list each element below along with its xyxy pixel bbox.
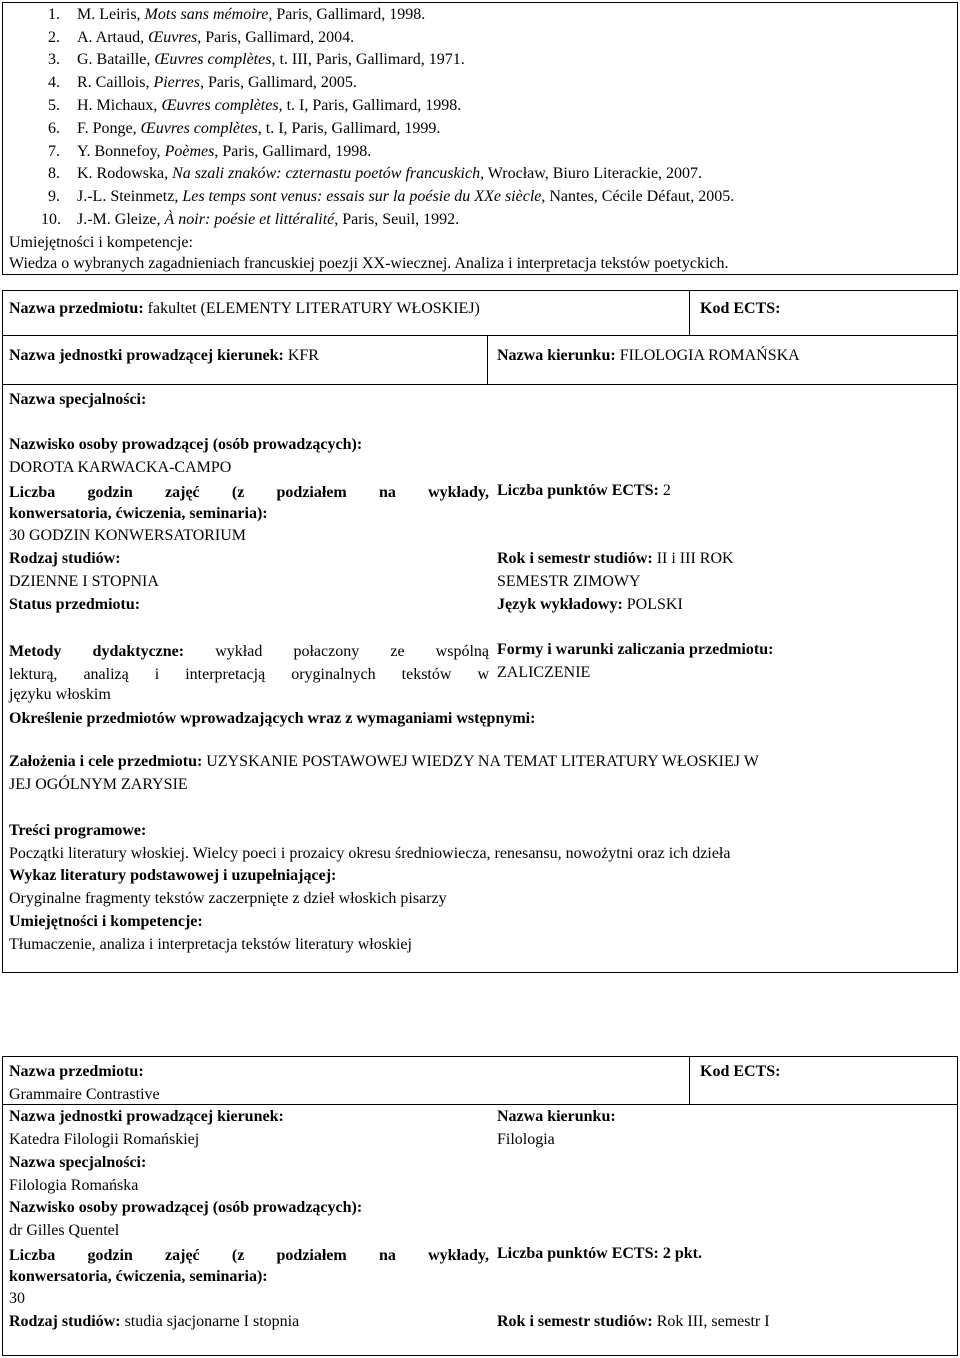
- c1-specialty-label: Nazwa specjalności:: [9, 391, 147, 408]
- bibliography-publication: , t. III, Paris, Gallimard, 1971.: [271, 51, 465, 68]
- c2-unit-value: Katedra Filologii Romańskiej: [9, 1131, 200, 1148]
- c1-semester: SEMESTR ZIMOWY: [497, 573, 641, 590]
- bibliography-entry: [77, 164, 702, 183]
- top-box-top-border: [2, 2, 958, 3]
- c2-left-border: [2, 1056, 3, 1356]
- bibliography-author: K. Rodowska,: [77, 165, 173, 182]
- c1-unit: Nazwa jednostki prowadzącej kierunek: KFR: [9, 347, 319, 364]
- bibliography-publication: , Paris, Seuil, 1992.: [334, 211, 460, 228]
- c1-hours-label-2: konwersatoria, ćwiczenia, seminaria):: [9, 505, 268, 522]
- c1-study-type-label: Rodzaj studiów:: [9, 550, 121, 567]
- bibliography-title: Mots sans mémoire: [144, 6, 269, 23]
- bibliography-title: Œuvres complètes: [140, 120, 258, 137]
- bibliography-entry: [77, 119, 440, 138]
- c1-row2-divider: [2, 384, 958, 385]
- c1-top-border: [2, 290, 958, 291]
- bibliography-number: 2.: [48, 29, 60, 46]
- bibliography-title: Œuvres complètes: [161, 97, 279, 114]
- c1-goals-line-1: Założenia i cele przedmiotu: UZYSKANIE POSTAWOWEJ WIEDZY NA TEMAT LITERATURY WŁOSKIEJ W: [9, 753, 759, 770]
- bibliography-title: Les temps sont venus: essais sur la poésie du XXe siècle: [182, 188, 542, 205]
- bibliography-title: Pierres: [153, 74, 200, 91]
- c2-bottom-border: [2, 1355, 958, 1356]
- c2-field-value: Filologia: [497, 1131, 555, 1148]
- c1-prereq-label: Określenie przedmiotów wprowadzających wraz z wymaganiami wstępnymi:: [9, 710, 536, 727]
- bibliography-entry: [77, 210, 459, 229]
- c1-literature-value: Oryginalne fragmenty tekstów zaczerpnięte z dzieł włoskich pisarzy: [9, 890, 447, 907]
- bibliography-publication: , Nantes, Cécile Défaut, 2005.: [541, 188, 735, 205]
- bibliography-title: Œuvres complètes: [154, 51, 272, 68]
- bibliography-publication: , Wrocław, Biuro Literackie, 2007.: [480, 165, 703, 182]
- c2-hours-label-1: Liczba godzin zajęć (z podziałem na wykłady,: [9, 1247, 489, 1264]
- c1-ects-divider: [689, 290, 690, 336]
- bibliography-author: R. Caillois,: [77, 74, 154, 91]
- bibliography-author: G. Bataille,: [77, 51, 155, 68]
- bibliography-title: Na szali znaków: czternastu poetów francuskich: [172, 165, 481, 182]
- bibliography-publication: , Paris, Gallimard, 2004.: [197, 29, 355, 46]
- c1-course-name: Nazwa przedmiotu: fakultet (ELEMENTY LITERATURY WŁOSKIEJ): [9, 300, 480, 317]
- bibliography-author: F. Ponge,: [77, 120, 141, 137]
- c2-field-label: Nazwa kierunku:: [497, 1108, 616, 1125]
- c1-field: Nazwa kierunku: FILOLOGIA ROMAŃSKA: [497, 347, 800, 364]
- c1-left-border: [2, 290, 3, 973]
- top-box-left-border: [2, 2, 3, 275]
- c2-specialty-label: Nazwa specjalności:: [9, 1154, 147, 1171]
- c2-year: Rok i semestr studiów: Rok III, semestr I: [497, 1313, 770, 1330]
- bibliography-publication: , Paris, Gallimard, 2005.: [199, 74, 357, 91]
- c1-status-label: Status przedmiotu:: [9, 596, 141, 613]
- c1-language: Język wykładowy: POLSKI: [497, 596, 683, 613]
- c1-methods-line-1: Metody dydaktyczne: wykład połaczony ze wspólną: [9, 643, 489, 660]
- c2-unit-label: Nazwa jednostki prowadzącej kierunek:: [9, 1108, 284, 1125]
- bibliography-publication: , Paris, Gallimard, 1998.: [214, 143, 372, 160]
- bibliography-author: Y. Bonnefoy,: [77, 143, 165, 160]
- c2-study-type: Rodzaj studiów: studia sjacjonarne I stopnia: [9, 1313, 300, 1330]
- bibliography-entry: [77, 142, 371, 161]
- bibliography-number: 10.: [41, 211, 61, 228]
- bibliography-entry: [77, 187, 734, 206]
- bibliography-number: 1.: [48, 6, 60, 23]
- bibliography-entry: [77, 28, 354, 47]
- bibliography-entry: [77, 96, 461, 115]
- c2-top-border: [2, 1056, 958, 1057]
- c1-hours-label-1: Liczba godzin zajęć (z podziałem na wykłady,: [9, 484, 489, 501]
- c1-row1-divider: [2, 335, 958, 336]
- bibliography-publication: , t. I, Paris, Gallimard, 1998.: [278, 97, 462, 114]
- bibliography-author: H. Michaux,: [77, 97, 162, 114]
- c1-skills-value: Tłumaczenie, analiza i interpretacja tekstów literatury włoskiej: [9, 936, 412, 953]
- bibliography-entry: [77, 73, 357, 92]
- c1-skills-label: Umiejętności i kompetencje:: [9, 913, 203, 930]
- c1-ects-code-label: Kod ECTS:: [700, 300, 781, 317]
- bibliography-author: A. Artaud,: [77, 29, 149, 46]
- c2-right-border: [957, 1056, 958, 1356]
- bibliography-number: 8.: [48, 165, 60, 182]
- top-skills-text: Wiedza o wybranych zagadnieniach francuskiej poezji XX-wiecznej. Analiza i interpretacja tekstów poetyckich.: [9, 255, 729, 272]
- bibliography-number: 7.: [48, 143, 60, 160]
- c1-bottom-border: [2, 972, 958, 973]
- bibliography-title: Poèmes: [164, 143, 215, 160]
- c1-right-border: [957, 290, 958, 973]
- c2-course-name-label: Nazwa przedmiotu:: [9, 1063, 144, 1080]
- bibliography-entry: [77, 50, 465, 69]
- bibliography-entry: [77, 5, 425, 24]
- c2-ects-divider: [689, 1056, 690, 1105]
- bibliography-title: Œuvres: [148, 29, 198, 46]
- c2-ects-points: Liczba punktów ECTS: 2 pkt.: [497, 1245, 702, 1262]
- c1-goals-line-2: JEJ OGÓLNYM ZARYSIE: [9, 776, 188, 793]
- c1-literature-label: Wykaz literatury podstawowej i uzupełniającej:: [9, 867, 337, 884]
- c1-content-label: Treści programowe:: [9, 822, 147, 839]
- c1-field-divider: [487, 335, 488, 385]
- top-box-right-border: [957, 2, 958, 275]
- bibliography-number: 3.: [48, 51, 60, 68]
- c1-ects-points: Liczba punktów ECTS: 2: [497, 482, 671, 499]
- c1-forms-label: Formy i warunki zaliczania przedmiotu:: [497, 641, 774, 658]
- bibliography-title: À noir: poésie et littéralité: [164, 211, 335, 228]
- c1-forms-value: ZALICZENIE: [497, 664, 591, 681]
- c1-study-type-value: DZIENNE I STOPNIA: [9, 573, 159, 590]
- c2-specialty-value: Filologia Romańska: [9, 1177, 139, 1194]
- c2-ects-code-label: Kod ECTS:: [700, 1063, 781, 1080]
- c2-hours-label-2: konwersatoria, ćwiczenia, seminaria):: [9, 1268, 268, 1285]
- c2-teacher-label: Nazwisko osoby prowadzącej (osób prowadzących):: [9, 1199, 363, 1216]
- bibliography-publication: , t. I, Paris, Gallimard, 1999.: [257, 120, 441, 137]
- c2-course-name-value: Grammaire Contrastive: [9, 1086, 160, 1103]
- c1-content-value: Początki literatury włoskiej. Wielcy poeci i prozaicy okresu średniowiecza, renesansu, nowożytni oraz ich dzieła: [9, 845, 731, 862]
- c2-teacher-value: dr Gilles Quentel: [9, 1222, 120, 1239]
- top-skills-label: Umiejętności i kompetencje:: [9, 234, 193, 251]
- c2-hours-value: 30: [9, 1290, 25, 1307]
- bibliography-author: M. Leiris,: [77, 6, 145, 23]
- c1-teacher-label: Nazwisko osoby prowadzącej (osób prowadzących):: [9, 436, 363, 453]
- bibliography-number: 6.: [48, 120, 60, 137]
- bibliography-number: 4.: [48, 74, 60, 91]
- bibliography-number: 9.: [48, 188, 60, 205]
- c1-methods-line-2: lekturą, analizą i interpretacją oryginalnych tekstów w: [9, 666, 489, 683]
- c1-year: Rok i semestr studiów: II i III ROK: [497, 550, 734, 567]
- c1-methods-line-3: języku włoskim: [9, 686, 111, 703]
- top-box-bottom-border: [2, 274, 958, 275]
- bibliography-author: J.-L. Steinmetz,: [77, 188, 183, 205]
- bibliography-publication: , Paris, Gallimard, 1998.: [268, 6, 426, 23]
- bibliography-author: J.-M. Gleize,: [77, 211, 165, 228]
- bibliography-number: 5.: [48, 97, 60, 114]
- c1-hours-value: 30 GODZIN KONWERSATORIUM: [9, 527, 247, 544]
- c2-row1-divider: [2, 1104, 958, 1105]
- c1-teacher-value: DOROTA KARWACKA-CAMPO: [9, 459, 232, 476]
